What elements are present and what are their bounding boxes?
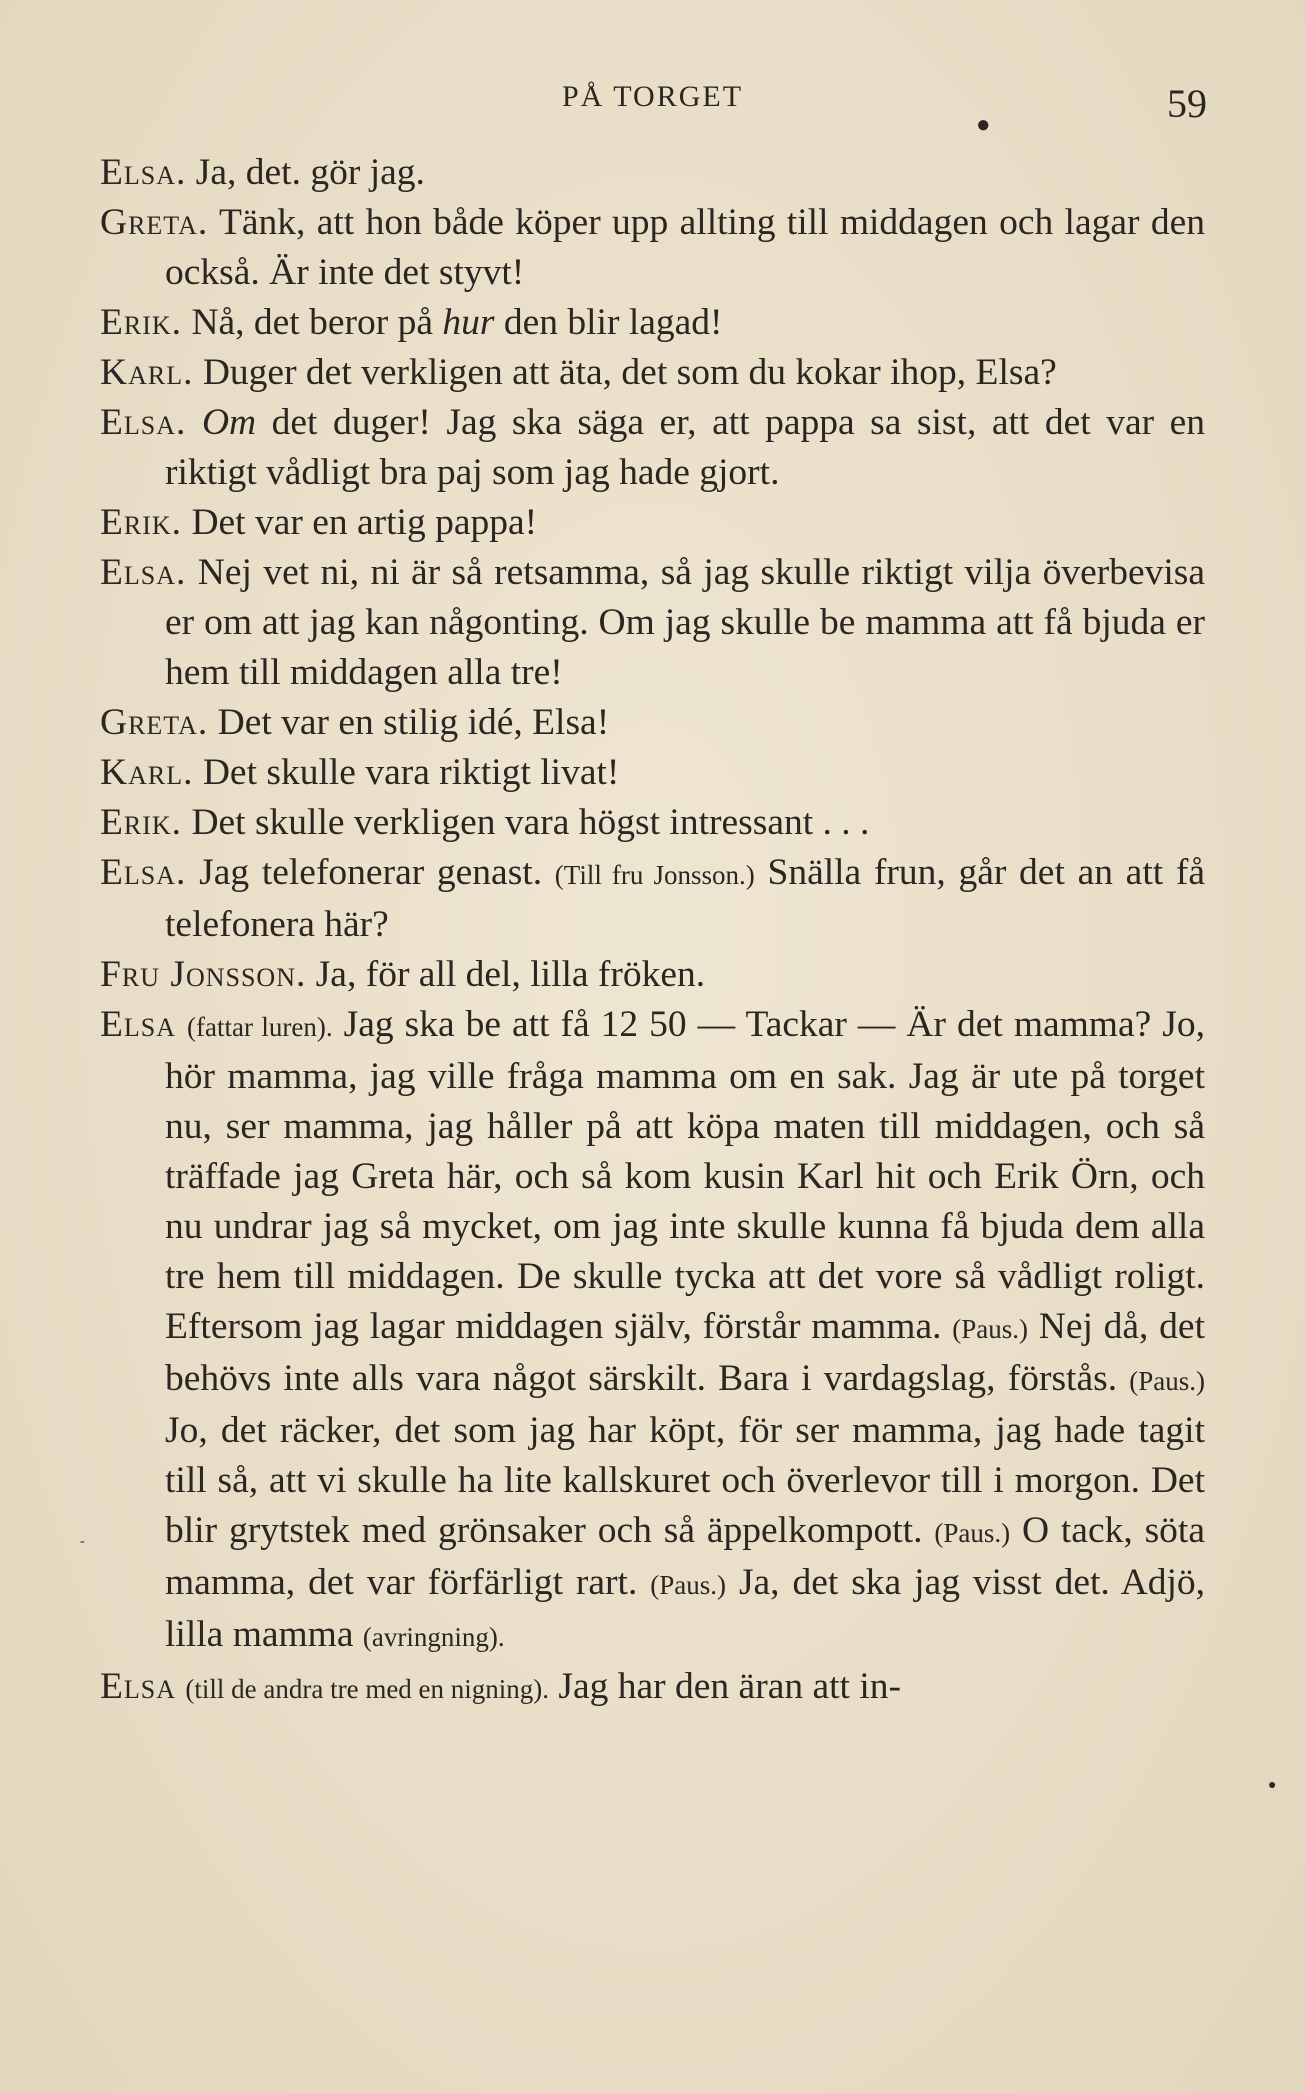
speaker-name: Karl. — [100, 352, 194, 393]
dialogue-line — [100, 298, 1205, 348]
speaker-name: Elsa. — [100, 152, 187, 193]
speaker-name: Erik. — [100, 502, 183, 543]
speaker-name: Elsa — [100, 1666, 177, 1707]
ink-speck: - — [80, 1534, 85, 1549]
stage-direction: (Paus.) — [1129, 1366, 1205, 1396]
page-header — [0, 80, 1305, 130]
spoken-text: Snälla frun, går det an att få telefonera här? — [165, 852, 1205, 945]
spoken-text: O tack, söta mamma, det var förfärligt rart. — [165, 1510, 1205, 1603]
speaker-name: Elsa — [100, 1004, 177, 1045]
dialogue-text — [100, 148, 1205, 1714]
page-number: 59 — [1167, 81, 1207, 126]
speaker-name: Greta. — [100, 702, 209, 743]
speaker-name: Elsa. — [100, 852, 187, 893]
stage-direction: (till de andra tre med en nigning). — [185, 1674, 550, 1704]
stage-direction: (fattar luren). — [187, 1012, 333, 1042]
dialogue-line — [100, 1662, 1205, 1714]
spoken-text: Ja, för all del, lilla fröken. — [315, 954, 706, 995]
speaker-name: Elsa. — [100, 402, 187, 443]
spoken-text: den blir lagad! — [494, 302, 723, 343]
emphasis-text: hur — [442, 302, 495, 343]
stage-direction: (Paus.) — [934, 1518, 1011, 1548]
speaker-name: Karl. — [100, 752, 194, 793]
speaker-name: Erik. — [100, 302, 183, 343]
spoken-text: Duger det verkligen att äta, det som du kokar ihop, Elsa? — [202, 352, 1057, 393]
spoken-text: Tänk, att hon både köper upp allting till middagen och lagar den också. Är inte det styvt! — [165, 202, 1206, 293]
ink-speck: ● — [1268, 1778, 1277, 1793]
dialogue-line — [100, 498, 1205, 548]
stage-direction: (Paus.) — [952, 1314, 1028, 1344]
spoken-text: Det var en stilig idé, Elsa! — [217, 702, 610, 743]
dialogue-line — [100, 698, 1205, 748]
spoken-text: Jag telefonerar genast. — [199, 852, 555, 893]
spoken-text: Jag har den äran att in- — [549, 1666, 901, 1707]
speaker-name: Fru Jonsson. — [100, 954, 307, 995]
emphasis-text: Om — [201, 402, 257, 443]
spoken-text: Ja, det ska jag visst det. Adjö, lilla mamma — [165, 1562, 1205, 1655]
spoken-text: Det var en artig pappa! — [191, 502, 538, 543]
spoken-text: Nej vet ni, ni är så retsamma, så jag skulle riktigt vilja överbevisa er om att jag kan någonting. Om jag skulle be mamma att få bjuda er hem till middagen alla tre! — [165, 552, 1205, 693]
stage-direction: (avringning). — [362, 1622, 505, 1652]
spoken-text: Nej då, det behövs inte alls vara något särskilt. Bara i vardagslag, förstås. — [165, 1306, 1205, 1399]
stage-direction: (Paus.) — [650, 1570, 727, 1600]
spoken-text: Nå, det beror på — [191, 302, 443, 343]
spoken-text: det duger! Jag ska säga er, att pappa sa sist, att det var en riktigt vådligt bra paj som jag hade gjort. — [165, 402, 1205, 493]
speaker-name: Greta. — [100, 202, 209, 243]
dialogue-line — [100, 748, 1205, 798]
dialogue-line — [100, 548, 1205, 698]
dialogue-line — [100, 348, 1205, 398]
dialogue-line — [100, 198, 1205, 298]
speaker-name: Erik. — [100, 802, 183, 843]
dialogue-line — [100, 1000, 1205, 1662]
stage-direction: (Till fru Jonsson.) — [554, 860, 755, 890]
dialogue-line — [100, 798, 1205, 848]
dialogue-line — [100, 950, 1205, 1000]
running-title: PÅ TORGET — [561, 80, 744, 113]
ink-speck: ● — [976, 112, 991, 138]
dialogue-line — [100, 148, 1205, 198]
dialogue-line — [100, 398, 1205, 498]
spoken-text: Det skulle verkligen vara högst intressant . . . — [191, 802, 870, 843]
spoken-text: Det skulle vara riktigt livat! — [202, 752, 620, 793]
spoken-text: Jag ska be att få 12 50 — Tackar — Är det mamma? Jo, hör mamma, jag ville fråga mamma om en sak. Jag är ute på torget nu, ser mamma, jag håller på att köpa maten till middagen, och så träffade jag Greta här, och så kom kusin Karl hit och Erik Örn, och nu undrar jag så mycket, om jag inte skulle kunna få bjuda dem alla tre hem till middagen. De skulle tycka att det vore så vådligt roligt. Eftersom jag lagar middagen själv, förstår mamma. — [165, 1004, 1205, 1347]
spoken-text: Jo, det räcker, det som jag har köpt, för ser mamma, jag hade tagit till så, att vi skulle ha lite kallskuret och överlevor till i morgon. Det blir grytstek med grönsaker och så äppelkompott. — [165, 1410, 1205, 1551]
speaker-name: Elsa. — [100, 552, 187, 593]
spoken-text: Ja, det. gör jag. — [195, 152, 425, 193]
dialogue-line — [100, 848, 1205, 950]
